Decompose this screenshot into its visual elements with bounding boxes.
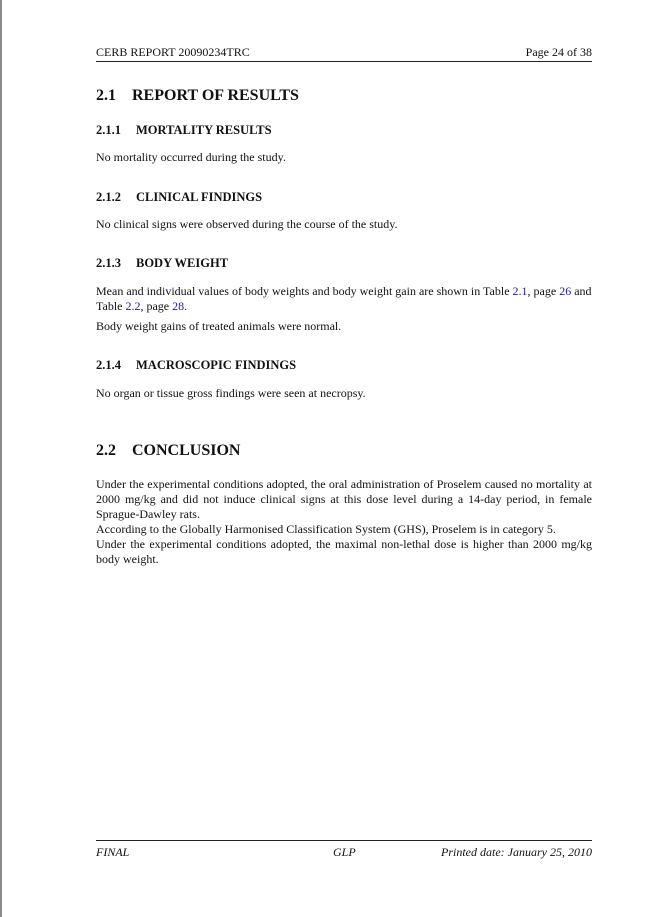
conclusion-text [96, 477, 592, 567]
body-weight-text [96, 284, 592, 334]
subsection-number: 2.1.3 [96, 256, 121, 270]
table-2-2-link[interactable]: 2.2 [125, 299, 141, 313]
table-2-1-link[interactable]: 2.1 [512, 284, 528, 298]
body-weight-gain-text: Body weight gains of treated animals were normal. [96, 319, 342, 333]
section-number: 2.2 [96, 442, 116, 459]
footer-glp: GLP [333, 845, 356, 859]
section-title: REPORT OF RESULTS [132, 87, 299, 104]
text-run: Mean and individual values of body weights and body weight gain are shown in Table [96, 284, 513, 298]
subsection-number: 2.1.1 [96, 123, 121, 137]
footer-status: FINAL [96, 845, 130, 859]
section-title: CONCLUSION [132, 442, 241, 459]
page-number: Page 24 of 38 [525, 45, 592, 59]
conclusion-paragraph-2: According to the Globally Harmonised Classification System (GHS), Proselem is in category 5. [96, 522, 556, 536]
footer-rule [96, 840, 592, 841]
subsection-heading-clinical [96, 189, 262, 205]
subsection-title: CLINICAL FINDINGS [136, 190, 263, 204]
subsection-heading-mortality [96, 122, 272, 138]
text-run: , page [140, 299, 173, 313]
document-page [96, 0, 592, 917]
subsection-heading-body-weight [96, 255, 228, 271]
conclusion-paragraph-1: Under the experimental conditions adopted, the oral administration of Proselem caused no mortality at 2000 mg/kg and did not induce clinical signs at this dose level during a 14-day period, in female Sprague-Dawley rats. [96, 477, 592, 521]
section-number: 2.1 [96, 87, 116, 104]
page-header [96, 45, 592, 62]
subsection-title: MACROSCOPIC FINDINGS [136, 358, 297, 372]
body-weight-line-2 [96, 299, 592, 314]
page-left-border [0, 0, 2, 917]
page-28-link[interactable]: 28 [172, 299, 185, 313]
clinical-text: No clinical signs were observed during the course of the study. [96, 217, 398, 231]
body-weight-line-1 [96, 284, 592, 299]
subsection-heading-macroscopic [96, 357, 296, 373]
subsection-number: 2.1.2 [96, 190, 121, 204]
conclusion-paragraph-3: Under the experimental conditions adopted, the maximal non-lethal dose is higher than 2000 mg/kg body weight. [96, 537, 592, 566]
text-run: Table [96, 299, 126, 313]
macroscopic-text: No organ or tissue gross findings were seen at necropsy. [96, 386, 366, 400]
subsection-title: MORTALITY RESULTS [136, 123, 272, 137]
text-run: , page [527, 284, 560, 298]
text-run: . [184, 299, 188, 313]
report-id: CERB REPORT 20090234TRC [96, 45, 250, 59]
section-heading-report-of-results [96, 86, 299, 106]
subsection-number: 2.1.4 [96, 358, 121, 372]
text-run: and [571, 284, 592, 298]
section-heading-conclusion [96, 441, 240, 461]
mortality-text: No mortality occurred during the study. [96, 150, 286, 164]
footer-printed-date: Printed date: January 25, 2010 [441, 845, 592, 859]
page-26-link[interactable]: 26 [559, 284, 572, 298]
subsection-title: BODY WEIGHT [136, 256, 229, 270]
